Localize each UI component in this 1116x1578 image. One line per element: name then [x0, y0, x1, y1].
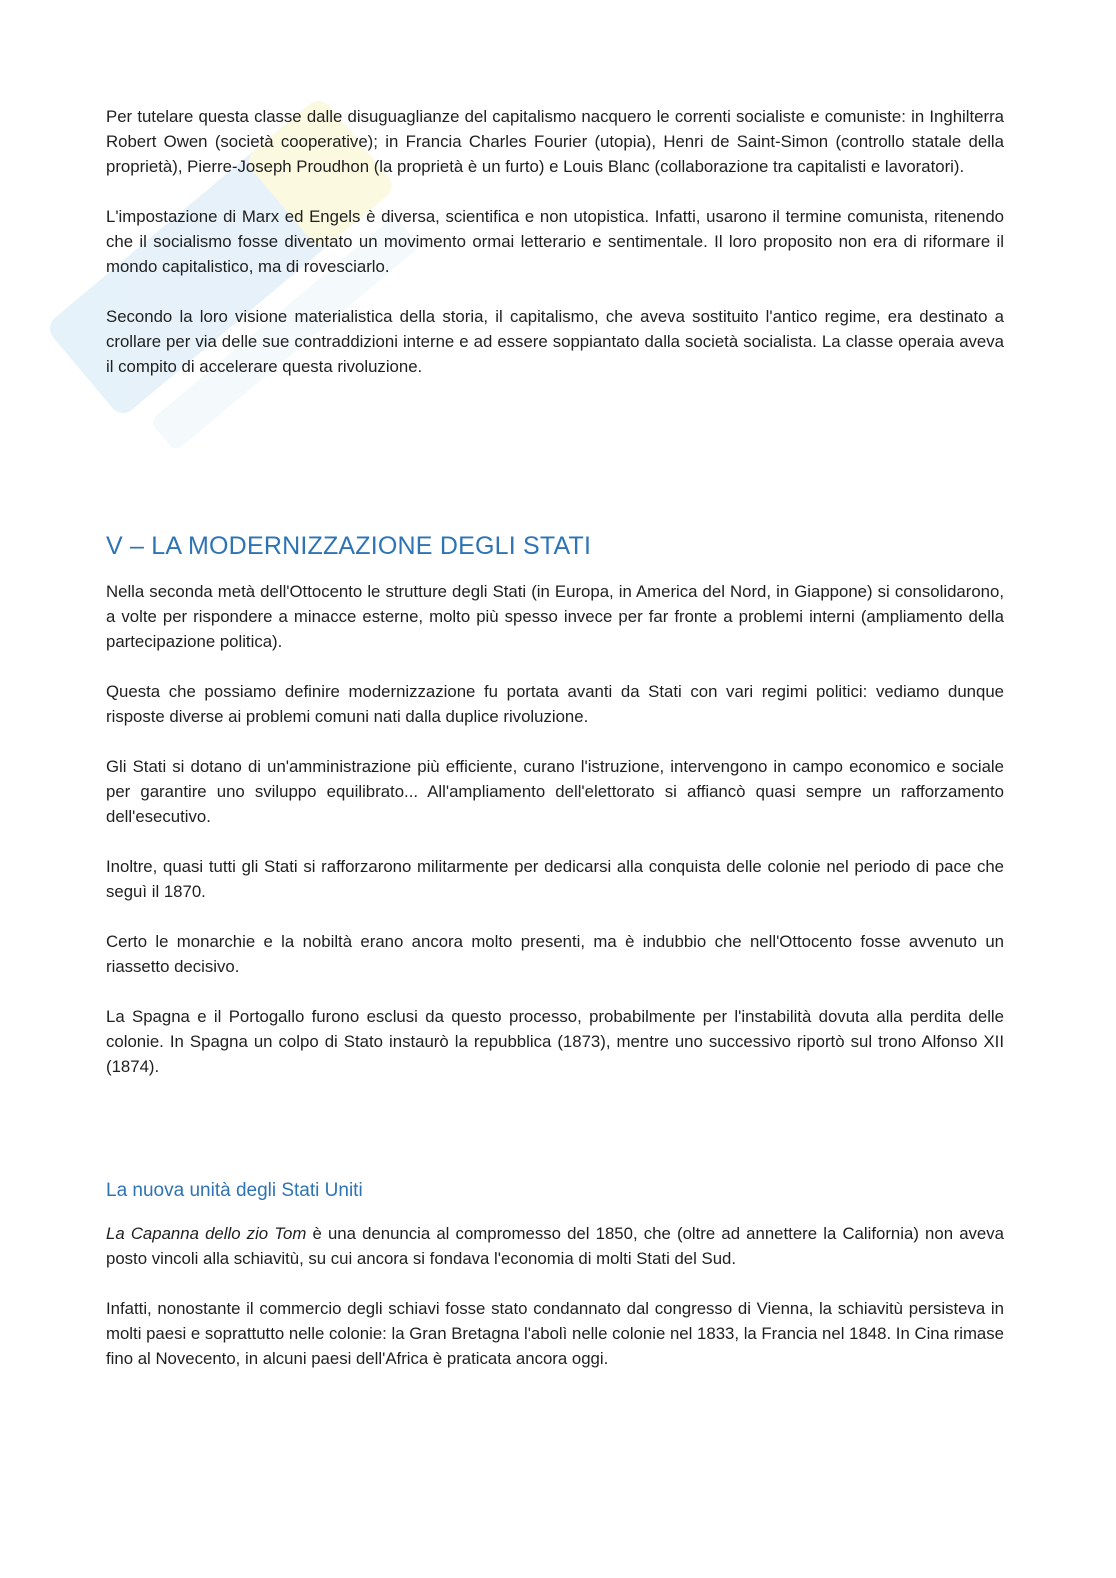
- paragraph-marx-engels: L'impostazione di Marx ed Engels è diversa, scientifica e non utopistica. Infatti, usarono il termine comunista, ritenendo che il socialismo fosse diventato un movimento ormai letterario e sentimentale. Il loro proposito non era di riformare il mondo capitalistico, ma di rovesciarlo.: [106, 207, 1004, 276]
- paragraph-stati-amministrazione: Gli Stati si dotano di un'amministrazione più efficiente, curano l'istruzione, intervengono in campo economico e sociale per garantire uno sviluppo equilibrato... All'ampliamento dell'elettorato si affiancò quasi sempre un rafforzamento dell'esecutivo.: [106, 757, 1004, 826]
- document-body: [106, 104, 1004, 1371]
- section-title-modernizzazione: V – LA MODERNIZZAZIONE DEGLI STATI: [106, 532, 592, 560]
- paragraph-rafforzamento-militare: Inoltre, quasi tutti gli Stati si rafforzarono militarmente per dedicarsi alla conquista delle colonie nel periodo di pace che seguì il 1870.: [106, 857, 1004, 901]
- paragraph-monarchie-nobilta: Certo le monarchie e la nobiltà erano ancora molto presenti, ma è indubbio che nell'Ottocento fosse avvenuto un riassetto decisivo.: [106, 932, 1004, 976]
- paragraph-second-half-ottocento: Nella seconda metà dell'Ottocento le strutture degli Stati (in Europa, in America del Nord, in Giappone) si consolidarono, a volte per rispondere a minacce esterne, molto più spesso invece per far fronte a problemi interni (ampliamento della partecipazione politica).: [106, 582, 1004, 651]
- book-title-italic: La Capanna dello zio Tom: [106, 1224, 307, 1243]
- paragraph-materialist-vision: Secondo la loro visione materialistica della storia, il capitalismo, che aveva sostituito l'antico regime, era destinato a crollare per via delle sue contraddizioni interne e ad essere soppiantato dalla società socialista. La classe operaia aveva il compito di accelerare questa rivoluzione.: [106, 307, 1004, 376]
- paragraph-socialist-currents: Per tutelare questa classe dalle disuguaglianze del capitalismo nacquero le correnti socialiste e comuniste: in Inghilterra Robert Owen (società cooperative); in Francia Charles Fourier (utopia), Henri de Saint-Simon (controllo statale della proprietà), Pierre-Joseph Proudhon (la proprietà è un furto) e Louis Blanc (collaborazione tra capitalisti e lavoratori).: [106, 107, 1004, 176]
- paragraph-capanna-rest: è una denuncia al compromesso del 1850, che (oltre ad annettere la California) non aveva posto vincoli alla schiavitù, su cui ancora si fondava l'economia di molti Stati del Sud.: [106, 1224, 1004, 1268]
- paragraph-modernizzazione-definition: Questa che possiamo definire modernizzazione fu portata avanti da Stati con vari regimi politici: vediamo dunque risposte diverse ai problemi comuni nati dalla duplice rivoluzione.: [106, 682, 1004, 726]
- paragraph-capanna-zio-tom: [106, 1221, 1004, 1271]
- paragraph-schiavitu: Infatti, nonostante il commercio degli schiavi fosse stato condannato dal congresso di Vienna, la schiavitù persisteva in molti paesi e soprattutto nelle colonie: la Gran Bretagna l'abolì nelle colonie nel 1833, la Francia nel 1848. In Cina rimase fino al Novecento, in alcuni paesi dell'Africa è praticata ancora oggi.: [106, 1299, 1004, 1368]
- subsection-title-stati-uniti: La nuova unità degli Stati Uniti: [106, 1180, 363, 1201]
- paragraph-spagna-portogallo: La Spagna e il Portogallo furono esclusi da questo processo, probabilmente per l'instabilità dovuta alla perdita delle colonie. In Spagna un colpo di Stato instaurò la repubblica (1873), mentre uno successivo riportò sul trono Alfonso XII (1874).: [106, 1007, 1004, 1076]
